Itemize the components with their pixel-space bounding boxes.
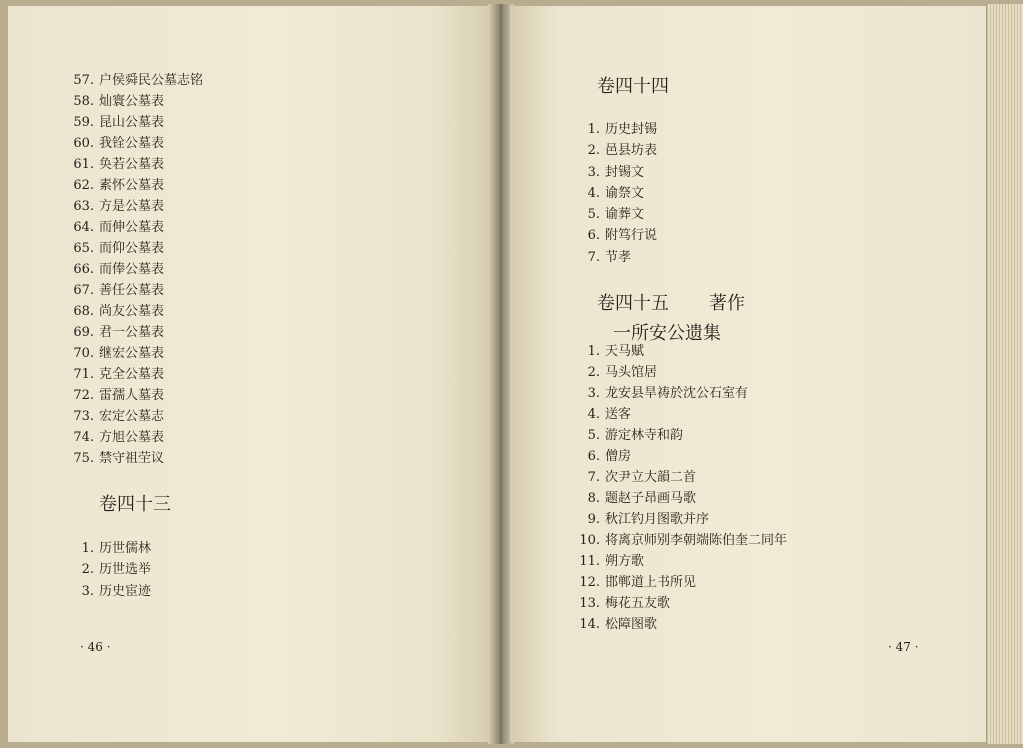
juan43-heading: 卷四十三 (99, 494, 171, 515)
entry-title: 天马赋 (605, 344, 645, 359)
work-entry (576, 593, 787, 614)
entry-title: 题赵子昂画马歌 (605, 491, 697, 506)
juan43-entry (70, 559, 151, 580)
entry-title: 历史宦迹 (99, 583, 152, 599)
entry-number: 63. (73, 199, 94, 214)
entry-title: 君一公墓表 (99, 325, 165, 340)
juan44-entry (576, 162, 657, 183)
tomb-entry (70, 238, 203, 259)
entry-title: 而仰公墓表 (99, 241, 165, 256)
entry-title: 历史封锡 (605, 122, 658, 137)
entry-number: 70. (73, 346, 94, 361)
juan44-entry (576, 225, 657, 246)
tomb-entry (70, 112, 203, 133)
entry-number: 68. (73, 304, 94, 319)
entry-number: 67. (73, 283, 94, 298)
work-entry (576, 362, 787, 383)
entry-number: 2. (587, 365, 600, 380)
entry-number: 11. (579, 554, 600, 569)
work-entry (576, 530, 787, 551)
entry-title: 邑县坊表 (605, 143, 658, 159)
entry-title: 户侯舜民公墓志铭 (99, 73, 204, 88)
entry-title: 谕祭文 (605, 185, 645, 201)
entry-title: 雷孺人墓表 (99, 388, 165, 403)
entry-title: 克全公墓表 (99, 367, 165, 382)
entry-title: 游定林寺和韵 (605, 428, 684, 443)
tomb-entry (70, 91, 203, 112)
entry-number: 62. (73, 178, 94, 193)
tomb-entry (70, 322, 203, 343)
entry-title: 梅花五友歌 (605, 596, 671, 611)
juan44-entry (576, 140, 657, 161)
entry-title: 送客 (605, 407, 632, 422)
work-entry (576, 551, 787, 572)
entry-title: 历世儒林 (99, 541, 152, 556)
tomb-entry (70, 70, 203, 91)
tomb-entry (70, 343, 203, 364)
juan44-entry (576, 183, 657, 204)
entry-number: 2. (587, 143, 600, 159)
entry-title: 封锡文 (605, 164, 645, 180)
entry-title: 龙安县旱祷於沈公石室有 (605, 386, 749, 401)
tomb-entry (70, 427, 203, 448)
work-entry (576, 509, 787, 530)
entry-title: 禁守祖茔议 (99, 451, 165, 466)
entry-number: 10. (579, 533, 600, 548)
juan44-entry (576, 247, 657, 268)
tomb-entry (70, 133, 203, 154)
entry-number: 1. (587, 122, 600, 137)
juan44-heading: 卷四十四 (597, 76, 669, 97)
works-entry-list (576, 341, 787, 635)
entry-title: 灿寰公墓表 (99, 94, 165, 109)
entry-title: 将离京师别李朝端陈伯奎二同年 (605, 533, 788, 548)
entry-title: 我铨公墓表 (99, 136, 165, 151)
entry-number: 8. (587, 491, 600, 506)
work-entry (576, 446, 787, 467)
entry-number: 2. (81, 562, 94, 578)
entry-number: 66. (73, 262, 94, 277)
tomb-entry (70, 154, 203, 175)
juan45-tag: 著作 (709, 293, 745, 314)
tomb-entry (70, 385, 203, 406)
tomb-entry (70, 301, 203, 322)
entry-number: 75. (73, 451, 94, 466)
entry-number: 5. (587, 207, 600, 223)
entry-number: 1. (587, 344, 600, 359)
entry-title: 马头馆居 (605, 365, 658, 380)
work-entry (576, 467, 787, 488)
entry-number: 60. (73, 136, 94, 151)
entry-number: 13. (579, 596, 600, 611)
entry-number: 14. (579, 617, 600, 632)
work-entry (576, 383, 787, 404)
tomb-entry (70, 406, 203, 427)
entry-number: 69. (73, 325, 94, 340)
entry-title: 善任公墓表 (99, 283, 165, 298)
entry-title: 附笃行说 (605, 228, 658, 244)
page-number-left: · 46 · (80, 640, 111, 654)
entry-number: 7. (587, 470, 600, 485)
page-number-right: · 47 · (888, 640, 919, 654)
entry-title: 僧房 (605, 449, 632, 464)
entry-number: 72. (73, 388, 94, 403)
entry-title: 奂若公墓表 (99, 157, 165, 172)
entry-title: 方旭公墓表 (99, 430, 165, 445)
juan44-entry (576, 204, 657, 225)
entry-title: 节孝 (605, 249, 632, 265)
entry-number: 59. (73, 115, 94, 130)
juan45-heading (597, 289, 745, 315)
entry-title: 历世选举 (99, 562, 152, 578)
work-entry (576, 341, 787, 362)
tomb-entry (70, 280, 203, 301)
entry-number: 4. (587, 407, 600, 422)
tomb-entry (70, 448, 203, 469)
work-entry (576, 425, 787, 446)
entry-title: 继宏公墓表 (99, 346, 165, 361)
entry-title: 秋江钓月图歌并序 (605, 512, 710, 527)
entry-number: 57. (73, 73, 94, 88)
entry-title: 朔方歌 (605, 554, 645, 569)
entry-number: 3. (81, 583, 94, 599)
work-entry (576, 614, 787, 635)
entry-number: 61. (73, 157, 94, 172)
entry-title: 素怀公墓表 (99, 178, 165, 193)
tomb-entry-list (70, 70, 203, 469)
tomb-entry (70, 259, 203, 280)
page-edges (986, 4, 1023, 744)
juan44-entry-list (576, 119, 657, 268)
entry-title: 松障图歌 (605, 617, 658, 632)
tomb-entry (70, 196, 203, 217)
entry-number: 58. (73, 94, 94, 109)
left-page (8, 6, 495, 742)
entry-number: 1. (81, 541, 94, 556)
entry-title: 昆山公墓表 (99, 115, 165, 130)
entry-number: 3. (587, 164, 600, 180)
right-page (510, 6, 988, 742)
entry-title: 方是公墓表 (99, 199, 165, 214)
entry-number: 7. (587, 249, 600, 265)
juan43-entry-list (70, 538, 151, 602)
entry-number: 9. (587, 512, 600, 527)
tomb-entry (70, 217, 203, 238)
entry-number: 5. (587, 428, 600, 443)
entry-title: 谕葬文 (605, 207, 645, 223)
tomb-entry (70, 364, 203, 385)
entry-number: 3. (587, 386, 600, 401)
entry-number: 65. (73, 241, 94, 256)
entry-number: 6. (587, 449, 600, 464)
entry-number: 74. (73, 430, 94, 445)
juan45-title: 卷四十五 (597, 293, 669, 314)
entry-number: 4. (587, 185, 600, 201)
entry-title: 而俸公墓表 (99, 262, 165, 277)
entry-title: 尚友公墓表 (99, 304, 165, 319)
work-entry (576, 488, 787, 509)
work-entry (576, 572, 787, 593)
entry-number: 6. (587, 228, 600, 244)
collection-title: 一所安公遗集 (613, 323, 721, 344)
entry-number: 73. (73, 409, 94, 424)
entry-title: 次尹立大韻二首 (605, 470, 697, 485)
entry-title: 邯郸道上书所见 (605, 575, 697, 590)
juan44-entry (576, 119, 657, 140)
entry-title: 而伸公墓表 (99, 220, 165, 235)
entry-number: 64. (73, 220, 94, 235)
work-entry (576, 404, 787, 425)
juan43-entry (70, 538, 151, 559)
entry-title: 宏定公墓志 (99, 409, 165, 424)
entry-number: 71. (73, 367, 94, 382)
juan43-entry (70, 581, 151, 602)
entry-number: 12. (579, 575, 600, 590)
tomb-entry (70, 175, 203, 196)
